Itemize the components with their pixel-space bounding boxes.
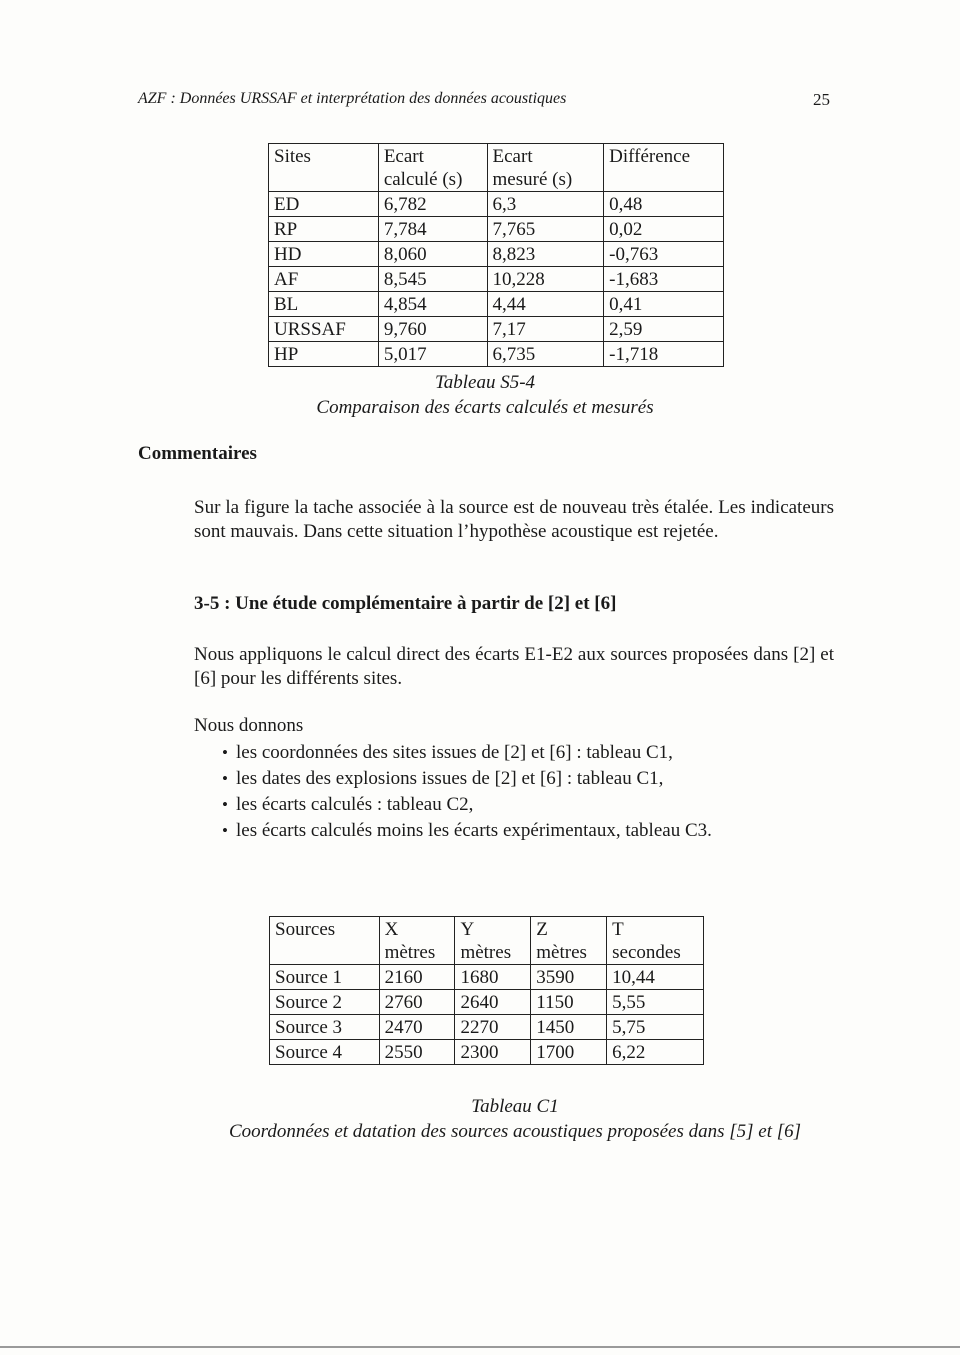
caption-title: Tableau S5-4 (434, 372, 536, 393)
header-cell-line: Sites (274, 146, 311, 167)
table-row (269, 192, 724, 217)
table-row (270, 990, 704, 1015)
header-cell-line: mètres (384, 942, 436, 963)
header-cell-line: Z (536, 919, 548, 940)
table-cell: HD (269, 242, 379, 267)
running-header (138, 90, 834, 108)
table-row (269, 242, 724, 267)
table-row (270, 1015, 704, 1040)
table-cell: 10,44 (607, 965, 704, 990)
table-cell: HP (269, 342, 379, 367)
header-cell (531, 917, 607, 965)
table-cell: 6,3 (487, 192, 604, 217)
table-cell: 2300 (455, 1040, 531, 1065)
page-number: 25 (813, 90, 830, 109)
table-cell: 1680 (455, 965, 531, 990)
table-cell: 1450 (531, 1015, 607, 1040)
bullet-list (222, 740, 712, 844)
table-row (269, 342, 724, 367)
list-item: • les coordonnées des sites issues de [2] et [6] : tableau C1, (222, 740, 712, 766)
table-row (269, 292, 724, 317)
table-row (269, 267, 724, 292)
table-cell: 3590 (531, 965, 607, 990)
table-row (270, 1040, 704, 1065)
table-cell: 1700 (531, 1040, 607, 1065)
table-cell: 5,55 (607, 990, 704, 1015)
table-cell: ED (269, 192, 379, 217)
table-cell: 0,48 (604, 192, 724, 217)
table-header-row (270, 917, 704, 965)
header-cell (270, 917, 380, 965)
comments-heading: Commentaires (138, 443, 257, 464)
header-cell (269, 144, 379, 192)
list-item: • les écarts calculés : tableau C2, (222, 792, 712, 818)
table-cell: 7,17 (487, 317, 604, 342)
header-cell-line: Sources (275, 919, 336, 940)
table-c1-caption (190, 1094, 840, 1144)
table-cell: -0,763 (604, 242, 724, 267)
comments-paragraph: Sur la figure la tache associée à la source est de nouveau très étalée. Les indicateurs sont mauvais. Dans cette situation l’hypothèse acoustique est rejetée. (194, 497, 834, 542)
table-cell: 2640 (455, 990, 531, 1015)
table-cell: 0,41 (604, 292, 724, 317)
bottom-edge-line (0, 1346, 960, 1348)
caption-text: Coordonnées et datation des sources acoustiques proposées dans [5] et [6] (228, 1121, 802, 1142)
header-cell-line: mesuré (s) (492, 169, 573, 190)
section-heading: 3-5 : Une étude complémentaire à partir de [2] et [6] (194, 593, 617, 614)
caption-title: Tableau C1 (471, 1096, 559, 1117)
table-cell: RP (269, 217, 379, 242)
table-cell: 4,854 (378, 292, 487, 317)
header-cell-line: T (612, 919, 624, 940)
table-cell: 2470 (379, 1015, 455, 1040)
table-cell: AF (269, 267, 379, 292)
table-row (270, 965, 704, 990)
table-row (269, 217, 724, 242)
table-cell: 2,59 (604, 317, 724, 342)
caption-text: Comparaison des écarts calculés et mesurés (316, 397, 654, 418)
header-cell-line: Y (460, 919, 475, 940)
header-cell (607, 917, 704, 965)
table-cell: 6,782 (378, 192, 487, 217)
table-cell: 8,545 (378, 267, 487, 292)
table-row (269, 317, 724, 342)
table-cell: 5,017 (378, 342, 487, 367)
header-cell (378, 144, 487, 192)
header-cell-line: mètres (536, 942, 587, 963)
header-cell (604, 144, 724, 192)
table-cell: 2760 (379, 990, 455, 1015)
table-header-row (269, 144, 724, 192)
table-cell: 10,228 (487, 267, 604, 292)
table-cell: Source 1 (270, 965, 380, 990)
table-cell: 2160 (379, 965, 455, 990)
table-c1 (269, 916, 704, 1065)
header-cell-line: X (384, 919, 399, 940)
table-s5-4-caption (240, 370, 730, 420)
header-cell-line: Ecart (383, 146, 424, 167)
table-cell: BL (269, 292, 379, 317)
table-cell: 8,823 (487, 242, 604, 267)
table-cell: 7,784 (378, 217, 487, 242)
header-cell-line: secondes (612, 942, 681, 963)
table-cell: 5,75 (607, 1015, 704, 1040)
table-cell: Source 2 (270, 990, 380, 1015)
header-cell (487, 144, 604, 192)
list-intro: Nous donnons (194, 715, 304, 736)
table-s5-4 (268, 143, 724, 367)
table-cell: 9,760 (378, 317, 487, 342)
table-cell: 6,22 (607, 1040, 704, 1065)
table-cell: Source 3 (270, 1015, 380, 1040)
table-cell: 7,765 (487, 217, 604, 242)
list-item: • les écarts calculés moins les écarts expérimentaux, tableau C3. (222, 818, 712, 844)
header-cell-line: Différence (609, 146, 691, 167)
table-cell: 2550 (379, 1040, 455, 1065)
list-item: • les dates des explosions issues de [2] et [6] : tableau C1, (222, 766, 712, 792)
table-cell: -1,683 (604, 267, 724, 292)
header-cell (379, 917, 455, 965)
table-cell: 1150 (531, 990, 607, 1015)
section-paragraph: Nous appliquons le calcul direct des écarts E1-E2 aux sources proposées dans [2] et [6] pour les différents sites. (194, 644, 834, 689)
table-cell: 6,735 (487, 342, 604, 367)
table-cell: 4,44 (487, 292, 604, 317)
header-cell (455, 917, 531, 965)
header-cell-line: mètres (460, 942, 512, 963)
table-cell: 2270 (455, 1015, 531, 1040)
table-cell: -1,718 (604, 342, 724, 367)
table-cell: 0,02 (604, 217, 724, 242)
header-cell-line: Ecart (492, 146, 533, 167)
header-cell-line: calculé (s) (383, 169, 463, 190)
table-cell: URSSAF (269, 317, 379, 342)
header-title: AZF : Données URSSAF et interprétation des données acoustiques (138, 90, 567, 107)
table-cell: 8,060 (378, 242, 487, 267)
table-cell: Source 4 (270, 1040, 380, 1065)
